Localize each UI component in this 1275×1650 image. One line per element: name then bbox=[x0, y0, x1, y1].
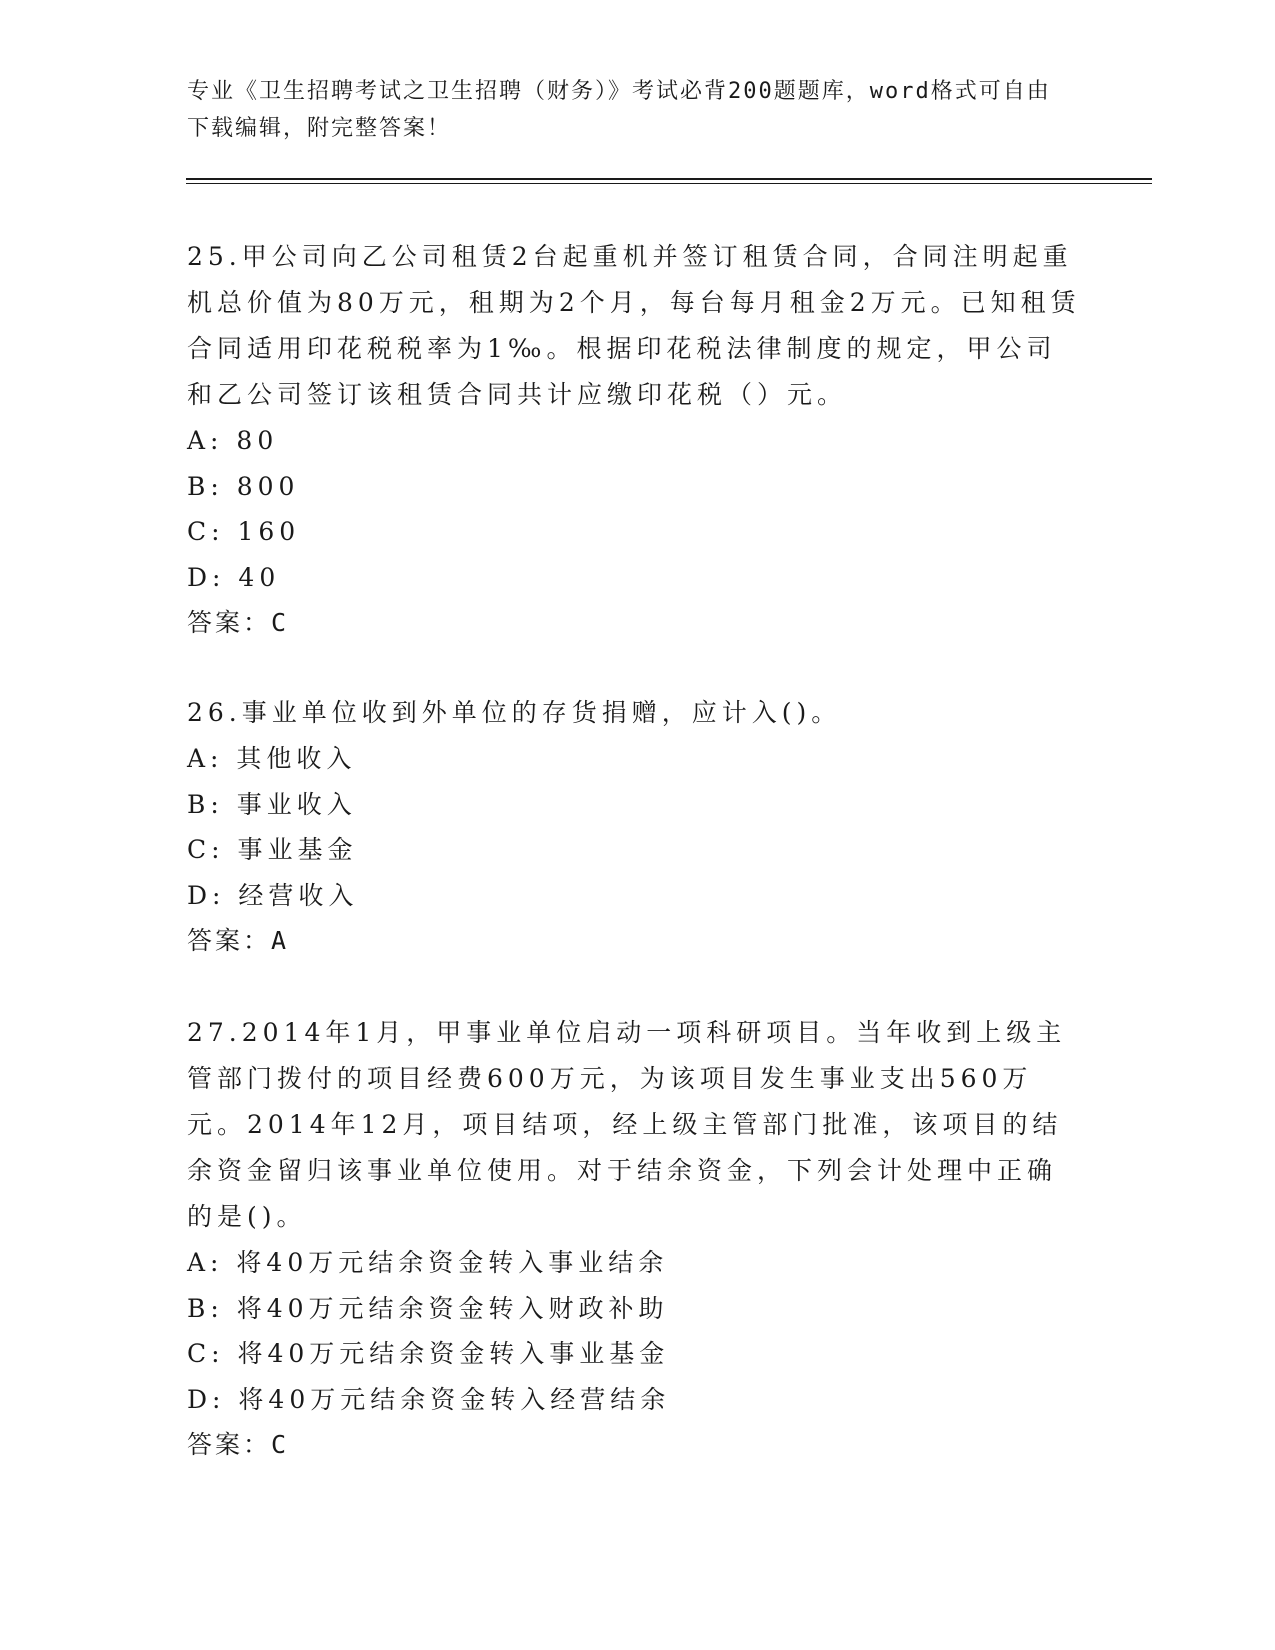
option-a: A: 其他收入 bbox=[187, 744, 357, 773]
header-title: 专业《卫生招聘考试之卫生招聘（财务）》考试必背200题题库，word格式可自由下载编辑，附完整答案！ bbox=[187, 79, 1051, 141]
document-header bbox=[187, 73, 1067, 147]
answer: 答案：C bbox=[187, 1430, 290, 1459]
option-d: D: 40 bbox=[187, 562, 281, 592]
question-stem: 27.2014年1月，甲事业单位启动一项科研项目。当年收到上级主管部门拨付的项目经费600万元，为该项目发生事业支出560万元。2014年12月，项目结项，经上级主管部门批准，该项目的结余资金留归该事业单位使用。对于结余资金，下列会计处理中正确的是()。 bbox=[187, 1018, 1067, 1231]
option-d: D: 经营收入 bbox=[187, 880, 359, 910]
option-b: B: 事业收入 bbox=[187, 789, 357, 819]
option-b: B: 将40万元结余资金转入财政补助 bbox=[187, 1293, 669, 1323]
option-c: C: 事业基金 bbox=[187, 835, 358, 864]
option-c: C: 160 bbox=[187, 517, 301, 546]
option-a: A: 80 bbox=[187, 426, 279, 455]
option-c: C: 将40万元结余资金转入事业基金 bbox=[187, 1339, 670, 1368]
header-divider-thin bbox=[186, 183, 1152, 184]
answer: 答案：A bbox=[187, 926, 290, 955]
header-divider-thick bbox=[186, 178, 1152, 180]
question-27 bbox=[187, 1010, 1082, 1468]
option-d: D: 将40万元结余资金转入经营结余 bbox=[187, 1384, 671, 1414]
answer: 答案：C bbox=[187, 608, 290, 637]
option-a: A: 将40万元结余资金转入事业结余 bbox=[187, 1248, 669, 1277]
option-b: B: 800 bbox=[187, 471, 300, 501]
question-stem: 25.甲公司向乙公司租赁2台起重机并签订租赁合同，合同注明起重机总价值为80万元，租期为2个月，每台每月租金2万元。已知租赁合同适用印花税税率为1‰。根据印花税法律制度的规定，甲公司和乙公司签订该租赁合同共计应缴印花税（）元。 bbox=[187, 242, 1081, 409]
question-25 bbox=[187, 234, 1082, 646]
question-26 bbox=[187, 690, 1082, 964]
question-stem: 26.事业单位收到外单位的存货捐赠，应计入()。 bbox=[187, 698, 842, 727]
